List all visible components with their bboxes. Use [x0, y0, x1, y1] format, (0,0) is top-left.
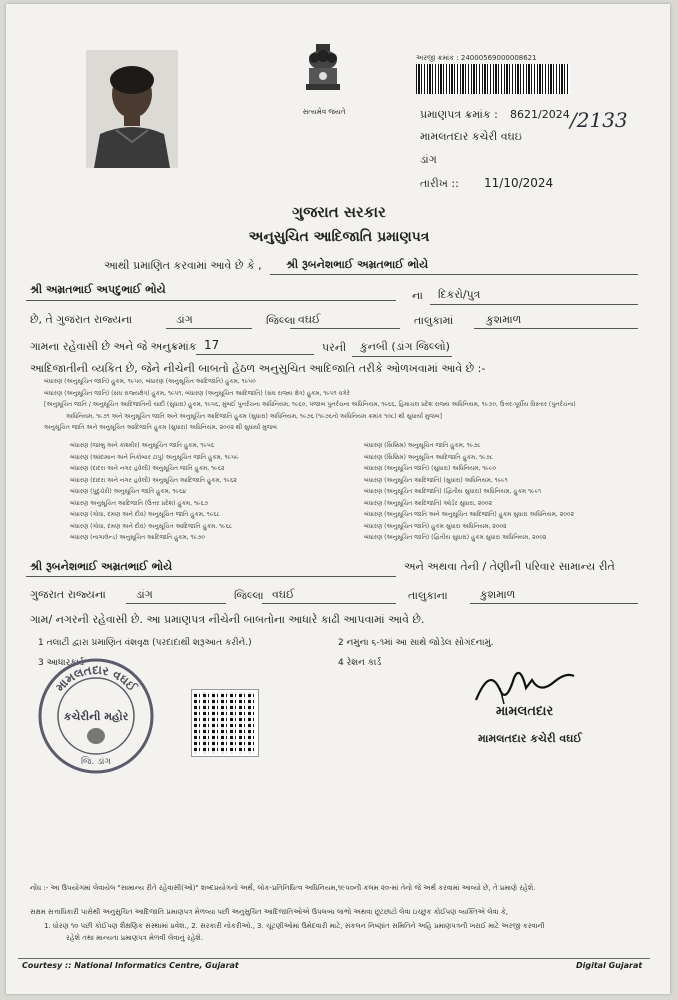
government-title: ગુજરાત સરકાર: [292, 203, 386, 221]
resident-text: ગામના રહેવાસી છે અને જે અનુક્રમાંક: [30, 340, 197, 353]
note-2-items: 1. ધોરણ ૧૦ પછી કોઈપણ શૈક્ષણિક સંસ્થામાં પ્રવેશ., 2. સરકારી નોકરીઓ., 3. ચૂંટણીઓમાં ઉમેદવારી માટે, સંકલન નિષ્ણાંત સમિતિને અહિ પ્રમાણપત્રની ખરાઈ માટે અરજી કરવાની: [44, 922, 545, 930]
order-item: બંધારણ (અનુસૂચિત જાતિ અને અનુસૂચિત આદિજાતિ) હુકમ સુધારા અધિનિયમ, ૨૦૦૨: [364, 511, 574, 518]
note-2-intro: સક્ષમ સત્તાધિકારી પાસેથી અનુસુચિત આદિજાતિ પ્રમાણપત્ર મેળવ્યા પછી અનુસુચિત આદિજાતિઓએ ઉપલબ્ધ લાભો અથવા છૂટછાટો લેવા ઇચ્છુક કોઈપણ વ્યક્તિએ લેવા કે,: [30, 908, 508, 916]
office-seal: [36, 656, 156, 776]
district-value: વઘઈ: [298, 313, 321, 326]
certificate-no-label: પ્રમાણપત્ર ક્રમાંક :: [420, 108, 498, 121]
basis-item: 2 નમુના ૬-૧માં આ સાથે જોડેલ સોગંદનામું.: [338, 638, 494, 648]
underline: [474, 328, 638, 329]
order-item: [અનુસૂચિત જાતિ / અનુસૂચિત આદિજાતિની યાદી (સુધારા) હુકમ, ૧૯૫૬, મુંબઈ પુનર્રચના અધિનિયમ, ૧૯૬૦, પંજાબ પુનર્રચના અધિનિયમ, ૧૯૬૬, હિમાચલ પ્રદેશ રાજ્ય અધિનિયમ, ૧૯૭૦, ઉત્તર-પૂર્વીય વિસ્તાર (પુનર્રચના): [44, 401, 576, 408]
state-text: છે, તે ગુજરાત રાજ્યના: [30, 313, 133, 326]
person-name: શ્રી રૂબનેશભાઈ અમ્રતભાઈ ભોયે: [286, 258, 429, 271]
tribe-text: આદિજાતીની વ્યકિત છે, જેને નીચેની બાબતો હેઠળ અનુસુચિત આદિજાતિ તરીકે ઓળખવામાં આવે છે :-: [30, 362, 486, 375]
place-value-2: ડાંગ: [136, 588, 153, 601]
handwritten-number: /2133: [570, 108, 628, 132]
order-item: બંધારણ (ગોવા, દમણ અને દીવ) અનુસૂચિત જાતિ હુકમ, ૧૯૬૮: [70, 511, 220, 518]
father-name: શ્રી અમ્રતભાઈ અપદુભાઈ ભોયે: [30, 283, 166, 296]
serial-number: 17: [204, 338, 220, 352]
state-emblem: [296, 40, 350, 118]
underline: [290, 328, 400, 329]
certify-text: આથી પ્રમાણિત કરવામાં આવે છે કે ,: [104, 259, 262, 272]
seal-center-text: કચેરીની મહોર: [63, 710, 129, 723]
order-item: બંધારણ (સિક્કિમ) અનુસૂચિત જાતિ હુકમ, ૧૯૭૮: [364, 442, 481, 449]
order-item: બંધારણ (અનુસૂચિત જાતિ) (સુધારા) અધિનિયમ, ૧૯૯૦: [364, 465, 496, 472]
order-item: બંધારણ (અનુસૂચિત આદિજાતિ) ઓર્ડર સુધારા, ૨૦૦૨: [364, 499, 493, 507]
order-item: બંધારણ (નાગાલેન્ડ) અનુસૂચિત આદિજાતિ હુકમ, ૧૯૭૦: [70, 534, 205, 541]
underline: [470, 603, 638, 604]
underline: [126, 603, 226, 604]
order-item: અધિનિયમ, ૧૯૭૧ અને અનુસૂચિત જાતિ અને અનુસૂચિત આદિજાતિ હુકમ (સુધારા) અધિનિયમ, ૧૯૭૬ (૧૯૭૬નો અધિનિયમ ક્રમાંક ૧૦૮) થી સુધાર્યા મુજબ]: [66, 412, 442, 420]
order-item: બંધારણ (અનુસૂચિત આદિજાતિ) (દ્વિતીય સુધારા) અધિનિયમ, હુકમ ૧૯૯૧: [364, 488, 542, 495]
pari-label: પરની: [322, 341, 347, 354]
order-item: બંધારણ (દાદરા અને નગર હવેલી) અનુસૂચિત જાતિ હુકમ, ૧૯૬૨: [70, 465, 225, 472]
qr-code: [192, 690, 258, 756]
footer-divider: [18, 958, 650, 959]
district-label: જિલ્લા: [266, 314, 296, 327]
relation-label: ના: [412, 289, 423, 302]
emblem-motto: સત્યમેવ જયતે: [302, 108, 346, 116]
person-name-repeat: શ્રી રૂબનેશભાઈ અમ્રતભાઈ ભોયે: [30, 560, 173, 573]
family-text: અને અથવા તેની / તેણીની પરિવાર સામાન્ય રીતે: [404, 560, 615, 573]
signatory-title: મામલતદાર: [496, 704, 554, 719]
note-1: નોંધ :- આ ઉપયોગમાં લેવાયેલ "સામાન્ય રીતે રહેવાસી(ઓ)" શબ્દપ્રયોગનો અર્થ, લોક-પ્રતિનિધિત્વ અધિનિયમ,૧૯૫૦ની કલમ ૨૦-માં તેનો જે અર્થ કરવામાં આવ્યો છે, તે પ્રમાણે રહેશે.: [30, 884, 536, 892]
orders-left-column: [70, 440, 239, 544]
relation-value: દિકરો/પુત્ર: [438, 288, 481, 301]
district-value-2: વઘઈ: [272, 588, 295, 601]
underline: [196, 354, 314, 355]
underline: [430, 304, 638, 305]
order-item: બંધારણ (અનુસૂચિત જાતિ) હુકમ, ૧૯૫૦, બંધારણ (અનુસૂચિત આદિજાતિ) હુકમ, ૧૯૫૦: [44, 378, 256, 385]
order-item: બંધારણ (ગોવા, દમણ અને દીવ) અનુસૂચિત આદિજાતિ હુકમ, ૧૯૬૮: [70, 522, 233, 530]
order-item: બંધારણ (આંદામાન અને નિકોબાર ટાપુ) અનુસૂચિત જાતિ હુકમ, ૧૯૫૯: [70, 453, 239, 461]
signatory-office: મામલતદાર કચેરી વઘઈ: [478, 732, 582, 745]
order-item: બંધારણ (જમ્મુ અને કાશ્મીર) અનુસૂચિત જાતિ હુકમ, ૧૯૫૬: [70, 442, 215, 449]
underline: [270, 274, 638, 275]
taluka-label: તાલુકામાં: [414, 314, 454, 327]
date-label: તારીખ ::: [420, 177, 459, 190]
order-item: બંધારણ (અનુસૂચિત આદિજાતિ) (સુધારા) અધિનિયમ, ૧૯૯૧: [364, 476, 508, 484]
footer-brand: Digital Gujarat: [576, 961, 643, 970]
certificate-number: 8621/2024: [510, 108, 570, 121]
issue-date: 11/10/2024: [484, 176, 554, 190]
tribe-name: કુનબી (ડાંગ જિલ્લો): [360, 340, 450, 353]
basis-item: 4 રેશન કાર્ડ: [338, 658, 382, 668]
state-text-2: ગુજરાત રાજ્યના: [30, 588, 106, 601]
certificate-title: અનુસુચિત આદિજાતિ પ્રમાણપત્ર: [248, 229, 430, 245]
underline: [352, 356, 452, 357]
place-value: ડાંગ: [176, 313, 193, 326]
order-item: બંધારણ (દાદરા અને નગર હવેલી) અનુસૂચિત આદિજાતિ હુકમ, ૧૯૬૨: [70, 476, 237, 484]
applicant-photo: [86, 50, 178, 168]
seal-bottom-text: જિ. ડાંગ: [81, 757, 111, 767]
orders-right-column: [364, 440, 574, 544]
issuing-office: મામલતદાર કચેરી વઘઇ: [420, 130, 522, 143]
underline: [166, 328, 252, 329]
underline: [262, 603, 396, 604]
barcode: [416, 64, 570, 94]
taluka-value-2: કુશમાળ: [480, 588, 516, 601]
order-item: અનુસૂચિત જાતિ અને અનુસૂચિત આદિજાતિ હુકમ (સુધારા) અધિનિયમ, ૨૦૦૨ થી સુધાર્યા મુજબ: [44, 424, 277, 431]
order-item: બંધારણ (અનુસૂચિત જાતિ) હુકમ સુધારા અધિનિયમ, ૨૦૦૨: [364, 522, 507, 530]
basis-item: 3 આધારકાર્ડ: [38, 658, 84, 668]
issuing-district: ડાંગ: [420, 153, 437, 166]
order-item: બંધારણ અનુસૂચિત આદિજાતિ (ઉત્તર પ્રદેશ) હુકમ, ૧૯૬૭: [70, 499, 208, 507]
note-2-end: રહેશે તથા માન્યતા પ્રમાણપત્ર મેળવી લેવાનું રહેશે.: [66, 934, 204, 942]
underline: [26, 300, 396, 301]
order-item: બંધારણ (પુદુચેરી) અનુસૂચિત જાતિ હુકમ, ૧૯૬૪: [70, 488, 187, 495]
basis-item: 1 તલાટી દ્વારા પ્રમાણિત વંશવૃક્ષ (પરદાદાથી શરૂઆત કરીને.): [38, 638, 252, 648]
order-item: બંધારણ (અનુસૂચિત જાતિ) (દ્વિતીય સુધારા) હુકમ સુધારા અધિનિયમ, ૨૦૦૨: [364, 534, 547, 541]
application-number: અરજી ક્રમાંક : 24000569000008621: [416, 54, 537, 62]
village-text: ગામ/ નગરની રહેવાસી છે. આ પ્રમાણપત્ર નીચેની બાબતોના આધારે કાઢી આપવામાં આવે છે.: [30, 613, 425, 626]
taluka-label-2: તાલુકાના: [408, 589, 448, 602]
district-label-2: જિલ્લા: [234, 589, 264, 602]
orders-list: [44, 376, 576, 434]
order-item: બંધારણ (અનુસૂચિત જાતિ) (સંઘ રાજ્યક્ષેત્ર) હુકમ, ૧૯૫૧, બંધારણ (અનુસૂચિત આદિજાતિ) (સંઘ રાજ્ય ક્ષેત્ર) હુકમ, ૧૯૫૧ વગેરે: [44, 389, 350, 397]
underline: [26, 576, 396, 577]
footer-courtesy: Courtesy :: National Informatics Centre, Gujarat: [22, 961, 239, 970]
order-item: બંધારણ (સિક્કિમ) અનુસૂચિત આદિજાતિ હુકમ, ૧૯૭૮: [364, 453, 494, 461]
seal-ring-text: મામલતદાર વઘઈ: [52, 662, 140, 695]
taluka-value: કુશમાળ: [486, 313, 522, 326]
signature: [470, 660, 580, 708]
